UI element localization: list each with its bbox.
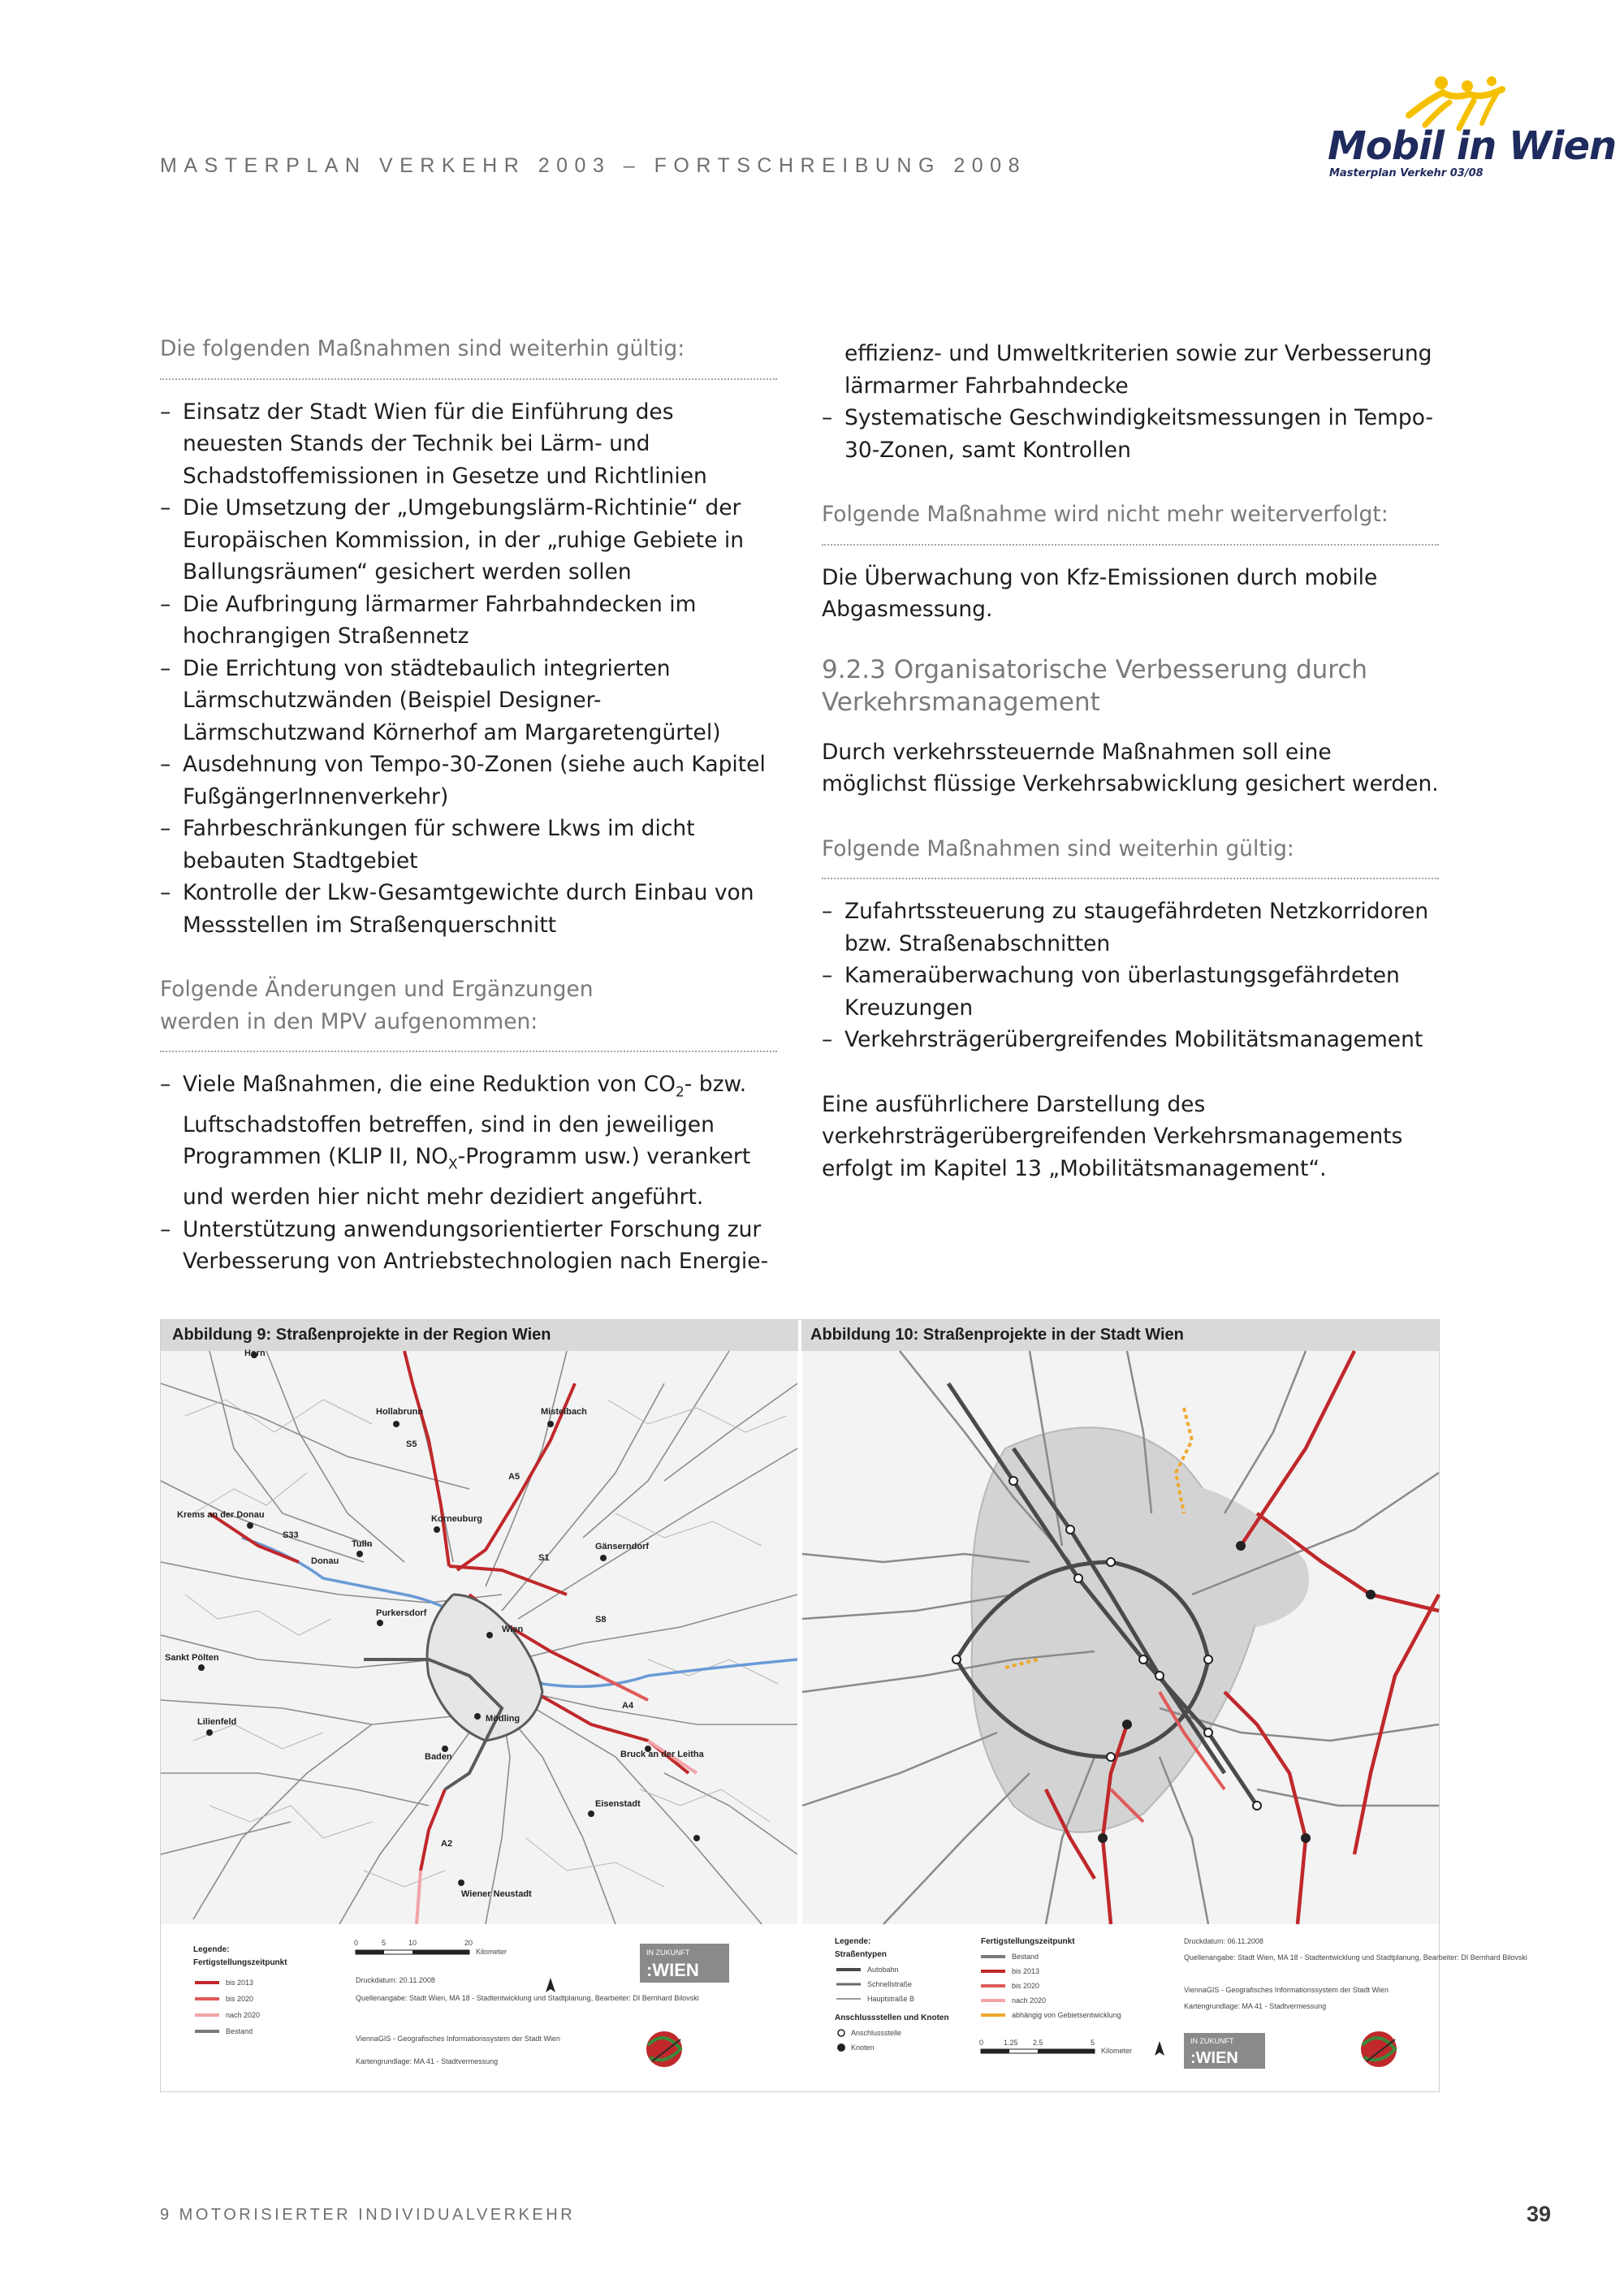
map-label-tulln: Tulln	[352, 1539, 373, 1549]
wien-logo-top: IN ZUKUNFT	[1190, 2037, 1234, 2045]
legend-date: Druckdatum: 20.11.2008	[356, 1976, 435, 1984]
management-measures-list	[822, 896, 1439, 1056]
list-item-research: – Unterstützung anwendungsorientierter Forschung zur Verbesserung von Antriebstechnologien nach Energie-	[160, 1214, 777, 1278]
list-item: – Die Errichtung von städtebaulich integrierten Lärmschutzwänden (Beispiel Designer-Lärmschutzwand Körnerhof am Margaretengürtel)	[160, 653, 777, 749]
footer-chapter: 9 MOTORISIERTER INDIVIDUALVERKEHR	[160, 2206, 576, 2224]
city-map-legend	[802, 1927, 1527, 2090]
list-item: – Ausdehnung von Tempo-30-Zonen (siehe auch Kapitel FußgängerInnenverkehr)	[160, 749, 777, 813]
right-column	[822, 338, 1439, 1185]
subheading-valid-measures-2: Folgende Maßnahmen sind weiterhin gültig:	[822, 833, 1439, 880]
legend-subtitle: Fertigstellungszeitpunkt	[193, 1958, 287, 1967]
co2-subscript: 2	[675, 1084, 685, 1101]
mobil-in-wien-logo	[1320, 75, 1617, 188]
map-label-wrneustadt: Wiener Neustadt	[461, 1889, 532, 1899]
list-item: – Einsatz der Stadt Wien für die Einführung des neuesten Stands der Technik bei Lärm- und Schadstoffemissionen in Gesetze und Richtlinien	[160, 396, 777, 493]
map-label-bruck: Bruck an der Leitha	[620, 1750, 704, 1759]
left-column	[160, 333, 777, 1278]
paragraph-discontinued: Die Überwachung von Kfz-Emissionen durch mobile Abgasmessung.	[822, 564, 1378, 622]
legend-item: bis 2020	[226, 1995, 254, 2003]
legend-item: Bestand	[226, 2027, 253, 2035]
legend-item: bis 2013	[1012, 1967, 1040, 1975]
road-label-s33: S33	[283, 1530, 299, 1540]
legend-subtitle: Fertigstellungszeitpunkt	[981, 1937, 1075, 1946]
map-label-eisenstadt: Eisenstadt	[595, 1799, 641, 1809]
vienna-gis-logo-icon	[1361, 2031, 1397, 2067]
nox-subscript: X	[448, 1156, 458, 1173]
scale-label: 20	[464, 1939, 473, 1947]
co2-text-a: Viele Maßnahmen, die eine Reduktion von CO	[183, 1072, 676, 1097]
subheading-discontinued: Folgende Maßnahme wird nicht mehr weiterverfolgt:	[822, 498, 1439, 546]
legend-type: Schnellstraße	[867, 1980, 913, 1988]
map-label-stpoelten: Sankt Pölten	[165, 1653, 219, 1663]
map-label-gaenserndorf: Gänserndorf	[595, 1542, 650, 1552]
co2-text-c: -Programm usw.) verankert und werden hier nicht mehr dezidiert angeführt.	[183, 1144, 751, 1211]
legend-title: Legende:	[193, 1945, 230, 1954]
wien-logo-text: :WIEN	[646, 1960, 699, 1980]
caption-figure-10: Abbildung 10: Straßenprojekte in der Stadt Wien	[810, 1326, 1184, 1344]
list-continuation: effizienz- und Umweltkriterien sowie zur Verbesserung lärmarmer Fahrbahndecke	[844, 341, 1432, 399]
list-item: – Zufahrtssteuerung zu staugefährdeten Netzkorridoren bzw. Straßenabschnitten	[822, 896, 1439, 960]
map-label-purkersdorf: Purkersdorf	[376, 1608, 427, 1618]
scale-bar	[354, 1939, 507, 1956]
wien-logo-top: IN ZUKUNFT	[646, 1949, 690, 1957]
road-label-a4: A4	[622, 1701, 634, 1711]
legend-conn: Anschlussstelle	[851, 2029, 902, 2037]
scale-bar	[979, 2039, 1132, 2055]
caption-figure-9: Abbildung 9: Straßenprojekte in der Region Wien	[172, 1326, 551, 1344]
list-item: – Verkehrsträgerübergreifendes Mobilitätsmanagement	[822, 1024, 1439, 1056]
legend-date: Druckdatum: 06.11.2008	[1184, 1937, 1263, 1945]
list-item-speed: – Systematische Geschwindigkeitsmessungen in Tempo-30-Zonen, samt Kontrollen	[822, 402, 1439, 466]
figure-separator	[798, 1320, 801, 2091]
north-arrow-icon	[546, 1978, 555, 1992]
subheading-changes	[160, 973, 777, 1052]
legend-base: Kartengrundlage: MA 41 - Stadtvermessung	[356, 2057, 499, 2065]
map-label-moedling: Mödling	[486, 1714, 520, 1724]
co2-text-b: - bzw. Luftschadstoffen betreffen, sind in den jeweiligen Programmen (KLIP II, NO	[183, 1072, 747, 1170]
map-label-lilienfeld: Lilienfeld	[197, 1717, 237, 1727]
paragraph-traffic-management: Durch verkehrssteuernde Maßnahmen soll eine möglichst flüssige Verkehrsabwicklung gesichert werden.	[822, 739, 1439, 796]
scale-label: 0	[354, 1939, 359, 1947]
map-label-horn: Horn	[244, 1349, 266, 1358]
legend-item: abhängig von Gebietsentwicklung	[1012, 2011, 1121, 2019]
region-map-legend	[161, 1927, 797, 2090]
map-label-mistelbach: Mistelbach	[541, 1407, 587, 1417]
map-label-baden: Baden	[425, 1752, 452, 1762]
road-label-a2: A2	[441, 1839, 453, 1849]
legend-source: Quellenangabe: Stadt Wien, MA 18 - Stadtentwicklung und Stadtplanung, Bearbeiter: DI Bernhard Bilovski	[1184, 1953, 1527, 1962]
scale-label: 1.25	[1004, 2039, 1018, 2047]
legend-item: nach 2020	[1012, 1996, 1047, 2005]
list-item: – Die Umsetzung der „Umgebungslärm-Richtinie“ der Europäischen Kommission, in der „ruhige Gebiete in Ballungsräumen“ gesichert werden sollen	[160, 492, 777, 589]
changes-list	[160, 1068, 777, 1278]
city-map	[802, 1351, 1439, 1924]
legend-types-title: Straßentypen	[835, 1950, 887, 1959]
wien-logo-text: :WIEN	[1190, 2049, 1238, 2067]
legend-title: Legende:	[835, 1937, 871, 1946]
changes-list-cont	[822, 402, 1439, 466]
legend-gis: ViennaGIS - Geografisches Informationssystem der Stadt Wien	[1184, 1986, 1389, 1994]
map-label-krems: Krems an der Donau	[177, 1510, 265, 1520]
paragraph-reference: Eine ausführlichere Darstellung des verkehrsträgerübergreifenden Verkehrsmanagements erfolgt im Kapitel 13 „Mobilitätsmanagement“.	[822, 1091, 1403, 1181]
list-item-co2	[160, 1068, 777, 1214]
page-number: 39	[1527, 2202, 1552, 2226]
legend-item: Bestand	[1012, 1953, 1039, 1961]
north-arrow-icon	[1155, 2041, 1164, 2056]
region-map	[161, 1351, 797, 1924]
scale-label: 10	[408, 1939, 417, 1947]
figure-panel	[160, 1319, 1527, 2092]
subheading-changes-line2: werden in den MPV aufgenommen:	[160, 1008, 538, 1034]
scale-unit: Kilometer	[476, 1948, 508, 1956]
legend-source: Quellenangabe: Stadt Wien, MA 18 - Stadtentwicklung und Stadtplanung, Bearbeiter: DI Bernhard Bilovski	[356, 1994, 699, 2002]
scale-label: 5	[1091, 2039, 1095, 2047]
subheading-valid-measures: Die folgenden Maßnahmen sind weiterhin gültig:	[160, 333, 777, 380]
road-label-s1: S1	[538, 1553, 550, 1563]
section-heading-9-2-3: 9.2.3 Organisatorische Verbesserung durch Verkehrsmanagement	[822, 654, 1368, 717]
legend-type: Autobahn	[867, 1966, 899, 1974]
map-label-korneuburg: Korneuburg	[431, 1514, 482, 1524]
legend-conn-title: Anschlussstellen und Knoten	[835, 2013, 949, 2022]
running-header: MASTERPLAN VERKEHR 2003 – FORTSCHREIBUNG 2008	[160, 154, 1026, 177]
scale-unit: Kilometer	[1101, 2047, 1133, 2055]
subheading-changes-line1: Folgende Änderungen und Ergänzungen	[160, 977, 594, 1002]
legend-item: bis 2020	[1012, 1982, 1040, 1990]
scale-label: 5	[382, 1939, 387, 1947]
valid-measures-list	[160, 396, 777, 942]
list-item: – Kontrolle der Lkw-Gesamtgewichte durch Einbau von Messstellen im Straßenquerschnitt	[160, 877, 777, 941]
legend-item: nach 2020	[226, 2011, 261, 2019]
legend-gis: ViennaGIS - Geografisches Informationssystem der Stadt Wien	[356, 2035, 560, 2043]
vienna-gis-logo-icon	[646, 2031, 682, 2067]
logo-subtitle: Masterplan Verkehr 03/08	[1329, 167, 1484, 179]
road-label-a5: A5	[508, 1472, 520, 1482]
legend-base: Kartengrundlage: MA 41 - Stadtvermessung	[1184, 2002, 1327, 2010]
list-item: – Kameraüberwachung von überlastungsgefährdeten Kreuzungen	[822, 960, 1439, 1024]
legend-type: Hauptstraße B	[867, 1995, 915, 2003]
list-item: – Fahrbeschränkungen für schwere Lkws im dicht bebauten Stadtgebiet	[160, 813, 777, 877]
road-label-s8: S8	[595, 1615, 607, 1625]
legend-conn: Knoten	[851, 2044, 875, 2052]
road-label-s5: S5	[406, 1439, 417, 1449]
list-item: – Die Aufbringung lärmarmer Fahrbahndecken im hochrangigen Straßennetz	[160, 589, 777, 653]
scale-label: 0	[979, 2039, 984, 2047]
map-label-wien: Wien	[502, 1625, 524, 1634]
map-label-hollabrunn: Hollabrunn	[376, 1407, 424, 1417]
scale-label: 2.5	[1033, 2039, 1043, 2047]
logo-text: Mobil in Wien	[1328, 123, 1617, 169]
map-label-donau: Donau	[311, 1556, 339, 1566]
legend-item: bis 2013	[226, 1979, 254, 1987]
